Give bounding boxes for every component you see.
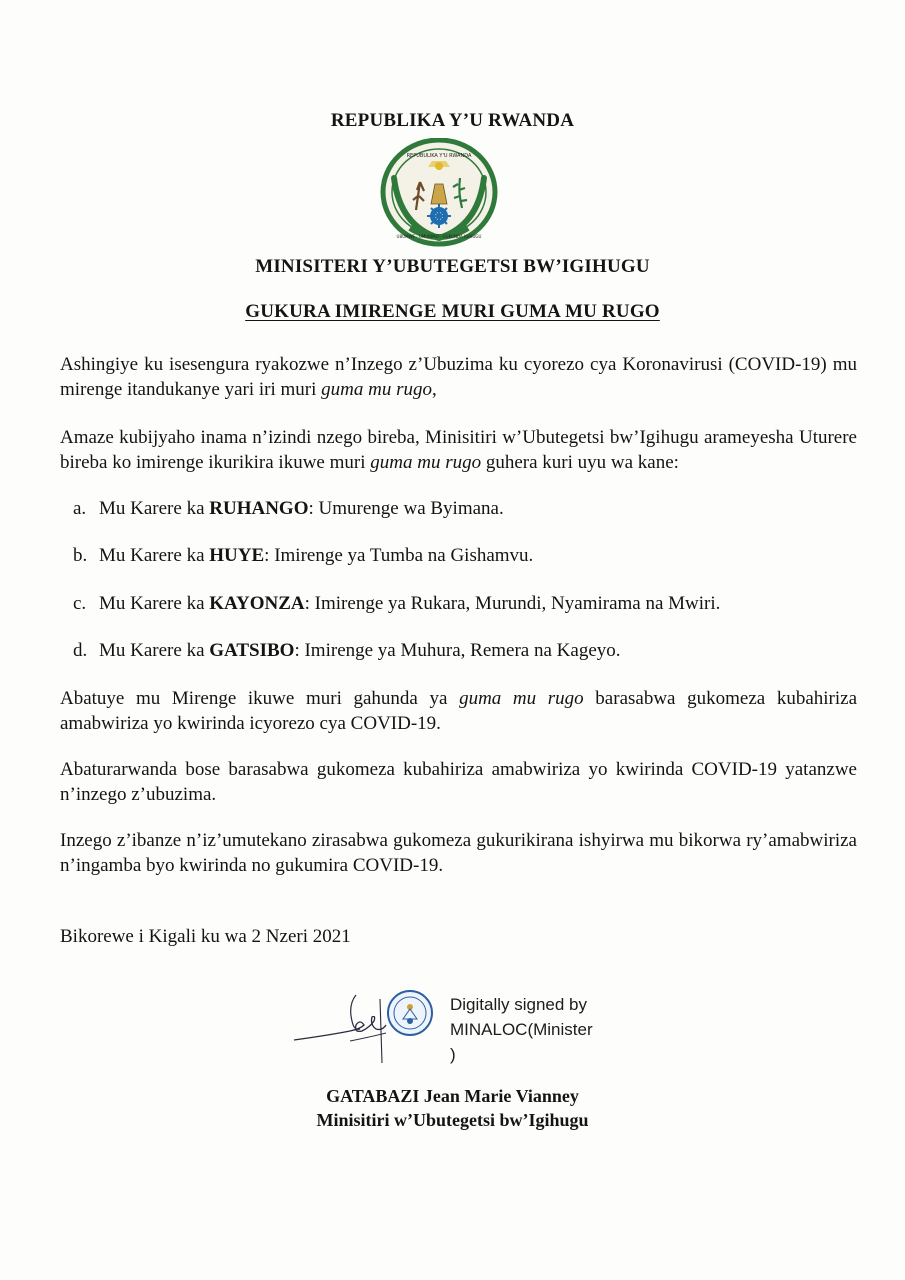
district-name: GATSIBO (209, 640, 295, 661)
list-item (73, 543, 533, 568)
digital-signature-line-2: MINALOC(Minister (450, 1020, 593, 1039)
list-text: : Imirenge ya Muhura, Remera na Kageyo. (294, 640, 621, 661)
subject-line (0, 301, 905, 323)
paragraph-residents-italic: guma mu rugo (459, 688, 584, 709)
paragraph-residents (60, 686, 857, 736)
ministry-heading: MINISITERI Y’UBUTEGETSI BW’IGIHUGU (255, 256, 650, 277)
svg-text:UBUMWE · UMURIMO · GUKUNDA IGI: UBUMWE · UMURIMO · GUKUNDA IGIHUGU (396, 234, 482, 239)
subject-text: GUKURA IMIRENGE MURI GUMA MU RUGO (245, 301, 660, 322)
list-prefix: Mu Karere ka (99, 498, 210, 519)
coat-of-arms-icon (380, 138, 498, 250)
list-marker: c. (73, 593, 87, 614)
list-item (73, 638, 621, 663)
district-name: KAYONZA (209, 593, 305, 614)
list-item (73, 496, 504, 521)
list-item (73, 591, 720, 616)
paragraph-residents-end: barasabwa gukomeza kubahiriza amabwiriza yo kwirinda icyorezo cya COVID-19. (60, 688, 858, 734)
list-marker: d. (73, 640, 88, 661)
paragraph-intro-italic: guma mu rugo (321, 379, 433, 400)
paragraph-decision-text: Amaze kubijyaho inama n’izindi nzego bireba, Minisitiri w’Ubutegetsi bw’Igihugu arameyesha Uturere bireba ko imirenge ikurikira ikuwe muri (60, 427, 857, 473)
list-text: : Umurenge wa Byimana. (308, 498, 504, 519)
signatory-name: GATABAZI Jean Marie Vianney (326, 1086, 579, 1106)
date-line: Bikorewe i Kigali ku wa 2 Nzeri 2021 (60, 926, 351, 947)
list-prefix: Mu Karere ka (99, 640, 210, 661)
signatory-title: Minisitiri w’Ubutegetsi bw’Igihugu (316, 1110, 589, 1130)
district-name: HUYE (209, 545, 265, 566)
paragraph-decision-end: guhera kuri uyu wa kane: (481, 452, 679, 473)
list-marker: a. (73, 498, 87, 519)
handwritten-signature-icon (290, 985, 450, 1065)
paragraph-decision-italic: guma mu rugo (370, 452, 482, 473)
paragraph-all-citizens: Abaturarwanda bose barasabwa gukomeza kubahiriza amabwiriza yo kwirinda COVID-19 yatanzwe n’inzego z’ubuzima. (60, 759, 857, 805)
list-text: : Imirenge ya Rukara, Murundi, Nyamirama na Mwiri. (304, 593, 721, 614)
paragraph-intro (60, 352, 857, 402)
digital-signature-line-1: Digitally signed by (450, 995, 588, 1014)
paragraph-authorities: Inzego z’ibanze n’iz’umutekano zirasabwa gukomeza gukurikirana ishyirwa mu bikorwa ry’amabwiriza n’ingamba byo kwirinda no gukumira COVID-19. (60, 830, 857, 876)
paragraph-decision (60, 425, 857, 475)
list-marker: b. (73, 545, 88, 566)
digital-signature-line-3: ) (450, 1045, 456, 1064)
list-prefix: Mu Karere ka (99, 593, 210, 614)
district-name: RUHANGO (209, 498, 309, 519)
paragraph-intro-end: , (432, 379, 437, 400)
svg-text:REPUBULIKA Y'U RWANDA: REPUBULIKA Y'U RWANDA (406, 153, 472, 159)
list-prefix: Mu Karere ka (99, 545, 210, 566)
list-text: : Imirenge ya Tumba na Gishamvu. (264, 545, 534, 566)
paragraph-residents-text: Abatuye mu Mirenge ikuwe muri gahunda ya (60, 688, 460, 709)
digital-signature-note (450, 992, 593, 1067)
country-heading: REPUBLIKA Y’U RWANDA (330, 110, 575, 131)
paragraph-intro-text: Ashingiye ku isesengura ryakozwe n’Inzego z’Ubuzima ku cyorezo cya Koronavirusi (COVID-19) mu mirenge itandukanye yari iri muri (60, 354, 857, 400)
